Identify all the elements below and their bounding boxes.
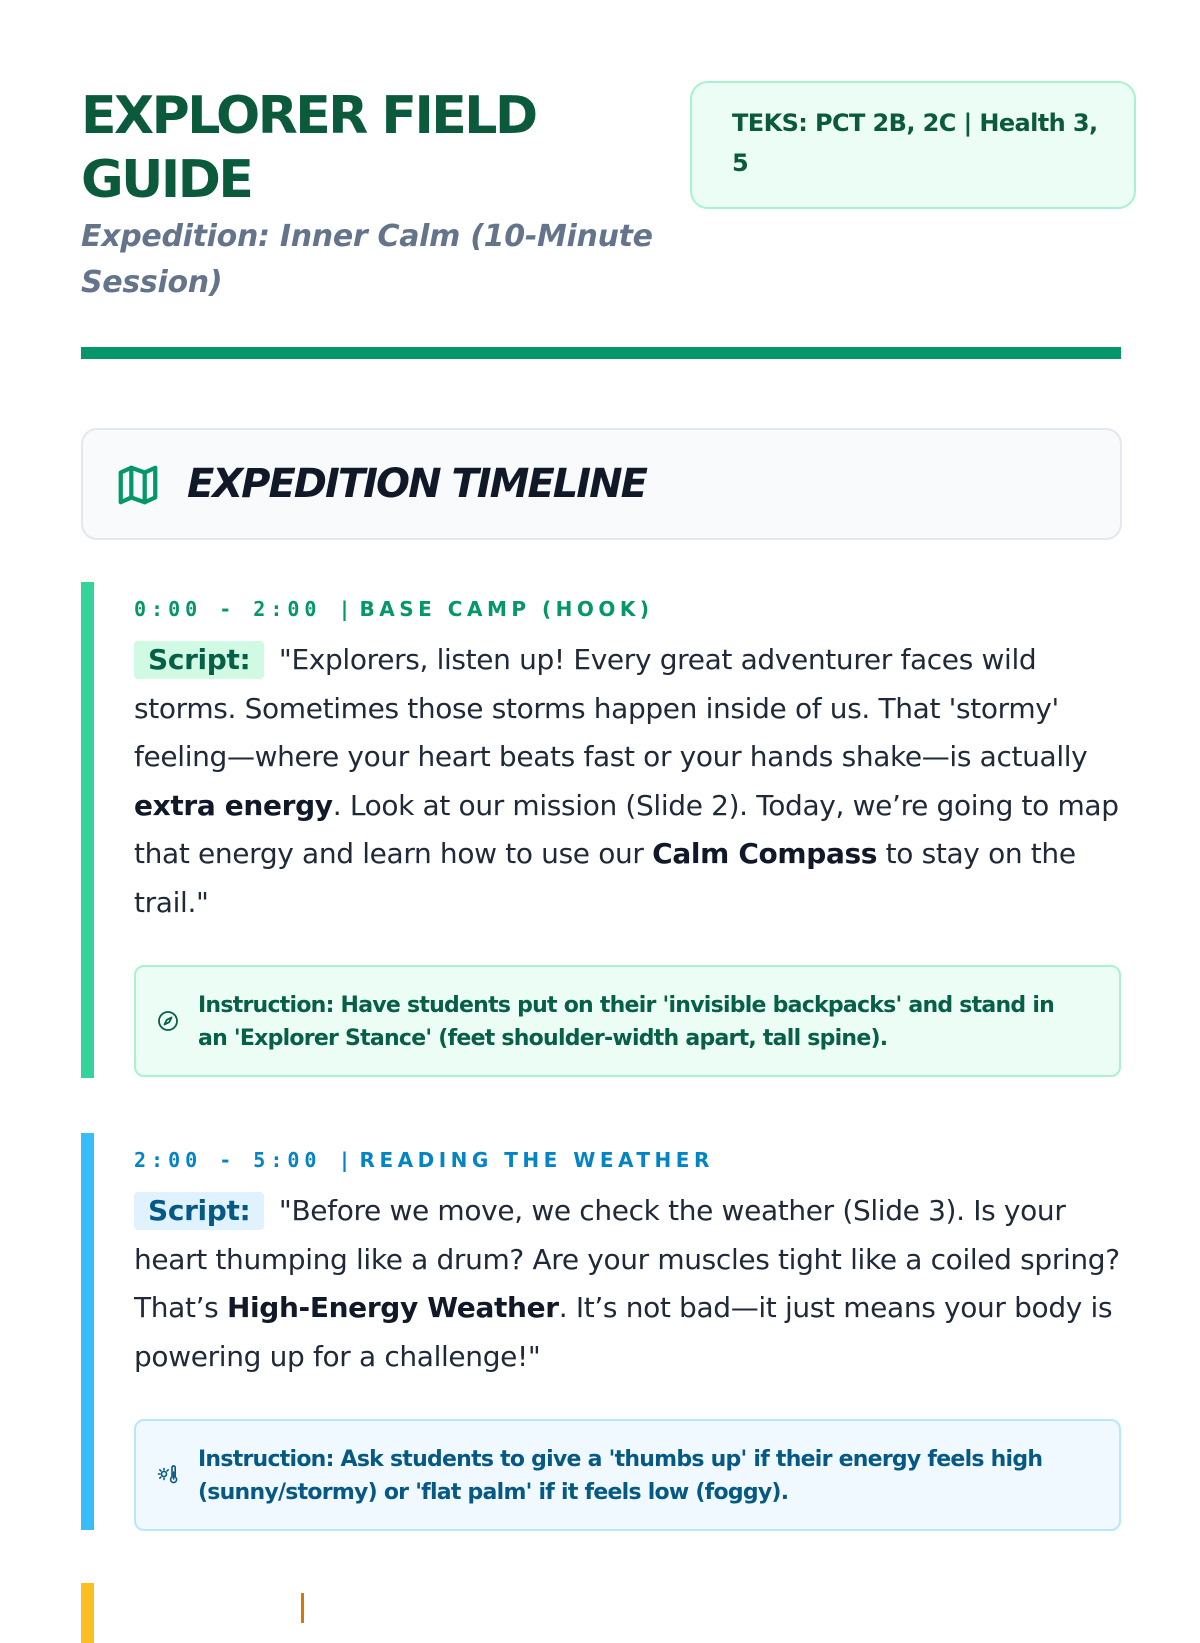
- script-emphasis: extra energy: [134, 788, 333, 822]
- timeline-title: EXPEDITION TIMELINE: [187, 461, 646, 507]
- section-accent-bar: [81, 1133, 94, 1530]
- section-separator: |: [338, 597, 356, 621]
- map-icon: [115, 462, 161, 508]
- section-time-label: [134, 596, 1121, 622]
- script-label: Script:: [134, 1192, 264, 1230]
- section-accent-bar: [81, 1583, 94, 1643]
- header-divider: [81, 347, 1121, 359]
- script-emphasis: Calm Compass: [652, 837, 878, 870]
- instruction-text: Instruction: Ask students to give a 'thumbs up' if their energy feels high (sunny/stormy) or 'flat palm' if it feels low (foggy).: [198, 1447, 1043, 1505]
- section-phase: READING THE WEATHER: [359, 1148, 714, 1172]
- section-separator: |: [338, 1148, 356, 1172]
- field-guide-page: [81, 0, 1120, 1505]
- script-text: . It’s not bad—it just means your body is powering up for a challenge!": [134, 1291, 1113, 1373]
- guide-title: EXPLORER FIELD GUIDE: [81, 86, 536, 210]
- script-emphasis: High-Energy Weather: [226, 1291, 559, 1324]
- section-accent-bar: [81, 582, 94, 1078]
- instruction-box: [134, 965, 1121, 1077]
- section-time: 2:00 - 5:00: [134, 1148, 322, 1172]
- guide-subtitle: Expedition: Inner Calm (10-Minute Session): [81, 219, 653, 300]
- script-text: "Before we move, we check the weather (Slide 3). Is your heart thumping like a drum? Are your muscles tight like a coiled spring? That’s: [134, 1194, 1120, 1324]
- teks-badge: TEKS: PCT 2B, 2C | Health 3, 5: [690, 81, 1136, 209]
- section-content: [134, 582, 1121, 1077]
- timeline-section-weather: [81, 1133, 1121, 1530]
- script-text: . Look at our mission (Slide 2). Today, we’re going to map that energy and learn how to use our: [134, 788, 1119, 870]
- sun-thermometer-icon: [156, 1463, 180, 1487]
- section-time: 0:00 - 2:00: [134, 597, 322, 621]
- compass-icon: [156, 1009, 180, 1033]
- section-script: [134, 1187, 1121, 1381]
- timeline-section-next: [81, 1583, 1121, 1643]
- timeline-section-base-camp: [81, 582, 1121, 1078]
- section-phase: BASE CAMP (HOOK): [359, 597, 654, 621]
- timeline-header: [81, 428, 1122, 540]
- script-label: Script:: [134, 641, 264, 679]
- script-text: "Explorers, listen up! Every great adventurer faces wild storms. Sometimes those storms happen inside of us. That 'stormy' feeling—where your heart beats fast or your hands shake—is actually: [134, 643, 1088, 773]
- section-time-label: [301, 1593, 304, 1623]
- guide-header: [81, 0, 1120, 362]
- section-script: [134, 636, 1121, 927]
- script-text: to stay on the trail.": [134, 837, 1076, 919]
- section-content: [134, 1133, 1121, 1531]
- section-time-label: [134, 1147, 1121, 1173]
- instruction-text: Instruction: Have students put on their 'invisible backpacks' and stand in an 'Explorer Stance' (feet shoulder-width apart, tall spine).: [198, 993, 1055, 1051]
- instruction-box: [134, 1419, 1121, 1531]
